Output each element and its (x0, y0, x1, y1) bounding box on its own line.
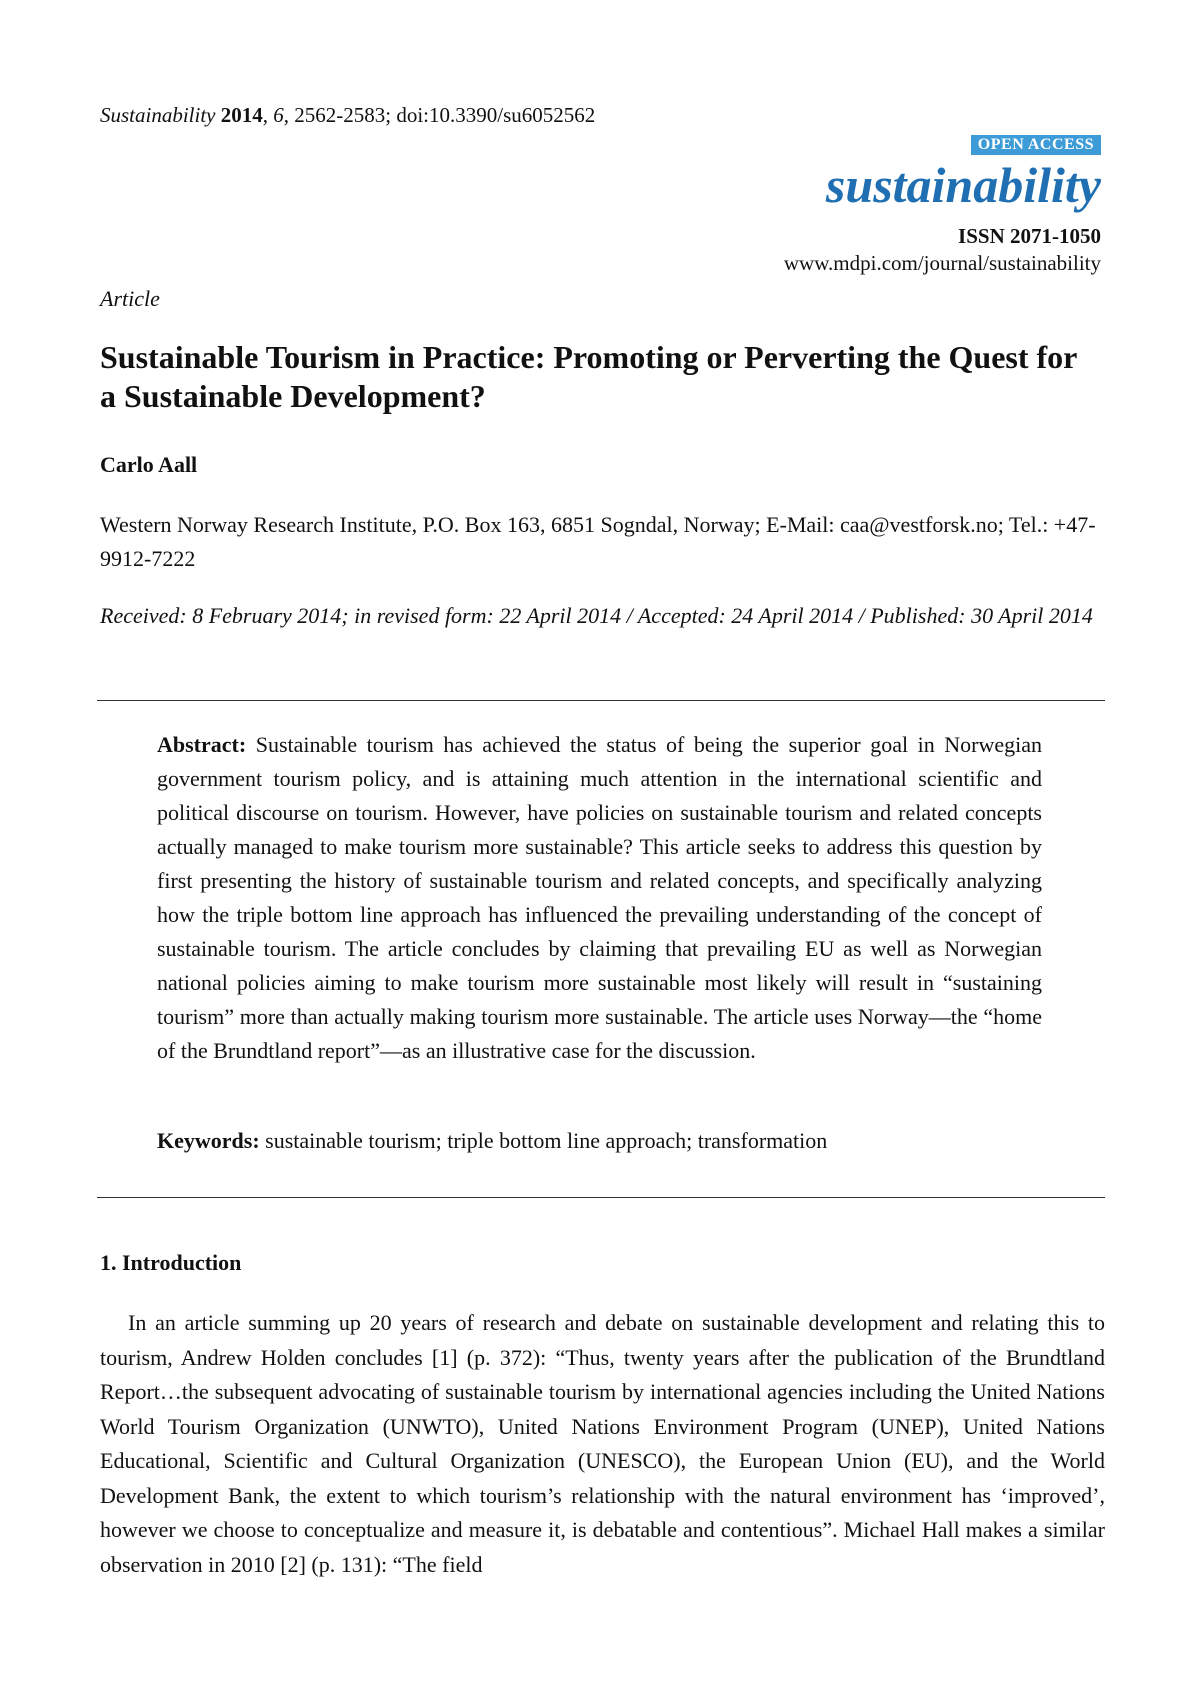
affiliation: Western Norway Research Institute, P.O. Box 163, 6851 Sogndal, Norway; E-Mail: caa@vestforsk.no; Tel.: +47-9912-7222 (100, 512, 1096, 571)
abstract-text: Sustainable tourism has achieved the status of being the superior goal in Norwegian government tourism policy, and is attaining much attention in the international scientific and political discourse on tourism. However, have policies on sustainable tourism and related concepts actually managed to make tourism more sustainable? This article seeks to address this question by first presenting the history of sustainable tourism and related concepts, and specifically analyzing how the triple bottom line approach has influenced the prevailing understanding of the concept of sustainable tourism. The article concludes by claiming that prevailing EU as well as Norwegian national policies aiming to make tourism more sustainable most likely will result in “sustaining tourism” more than actually making tourism more sustainable. The article uses Norway—the “home of the Brundtland report”—as an illustrative case for the discussion. (157, 732, 1043, 1063)
journal-logo: sustainability (825, 157, 1101, 213)
citation-year: 2014 (220, 103, 263, 127)
section-heading-introduction: 1. Introduction (100, 1250, 242, 1275)
journal-website[interactable]: www.mdpi.com/journal/sustainability (783, 251, 1101, 275)
publication-dates: Received: 8 February 2014; in revised form: 22 April 2014 / Accepted: 24 April 2014 / Published: 30 April 2014 (100, 603, 1093, 628)
citation-pages-doi: , 2562-2583; doi:10.3390/su6052562 (283, 103, 596, 127)
article-title: Sustainable Tourism in Practice: Promoting or Perverting the Quest for a Sustainable Development? (100, 339, 1077, 414)
issn: ISSN 2071-1050 (958, 224, 1101, 248)
keywords-text: sustainable tourism; triple bottom line approach; transformation (265, 1128, 828, 1153)
keywords-label: Keywords: (157, 1128, 260, 1153)
divider-bottom (97, 1197, 1105, 1198)
divider-top (97, 700, 1105, 701)
keywords (157, 1124, 1042, 1158)
abstract-label: Abstract: (157, 732, 247, 757)
abstract (157, 728, 1042, 1068)
citation-line: Sustainability 2014, 6, 2562-2583; doi:10.3390/su6052562 (100, 103, 596, 127)
introduction-paragraph: In an article summing up 20 years of research and debate on sustainable development and relating this to tourism, Andrew Holden concludes [1] (p. 372): “Thus, twenty years after the publication of the Brundtland Report…the subsequent advocating of sustainable tourism by international agencies including the United Nations World Tourism Organization (UNWTO), United Nations Environment Program (UNEP), United Nations Educational, Scientific and Cultural Organization (UNESCO), the European Union (EU), and the World Development Bank, the extent to which tourism’s relationship with the natural environment has ‘improved’, however we choose to conceptualize and measure it, is debatable and contentious”. Michael Hall makes a similar observation in 2010 [2] (p. 131): “The field (100, 1310, 1105, 1577)
citation-journal: Sustainability (100, 103, 216, 127)
citation-volume: 6 (273, 103, 284, 127)
open-access-badge: OPEN ACCESS (971, 135, 1101, 155)
author: Carlo Aall (100, 452, 198, 477)
article-type: Article (100, 286, 160, 311)
